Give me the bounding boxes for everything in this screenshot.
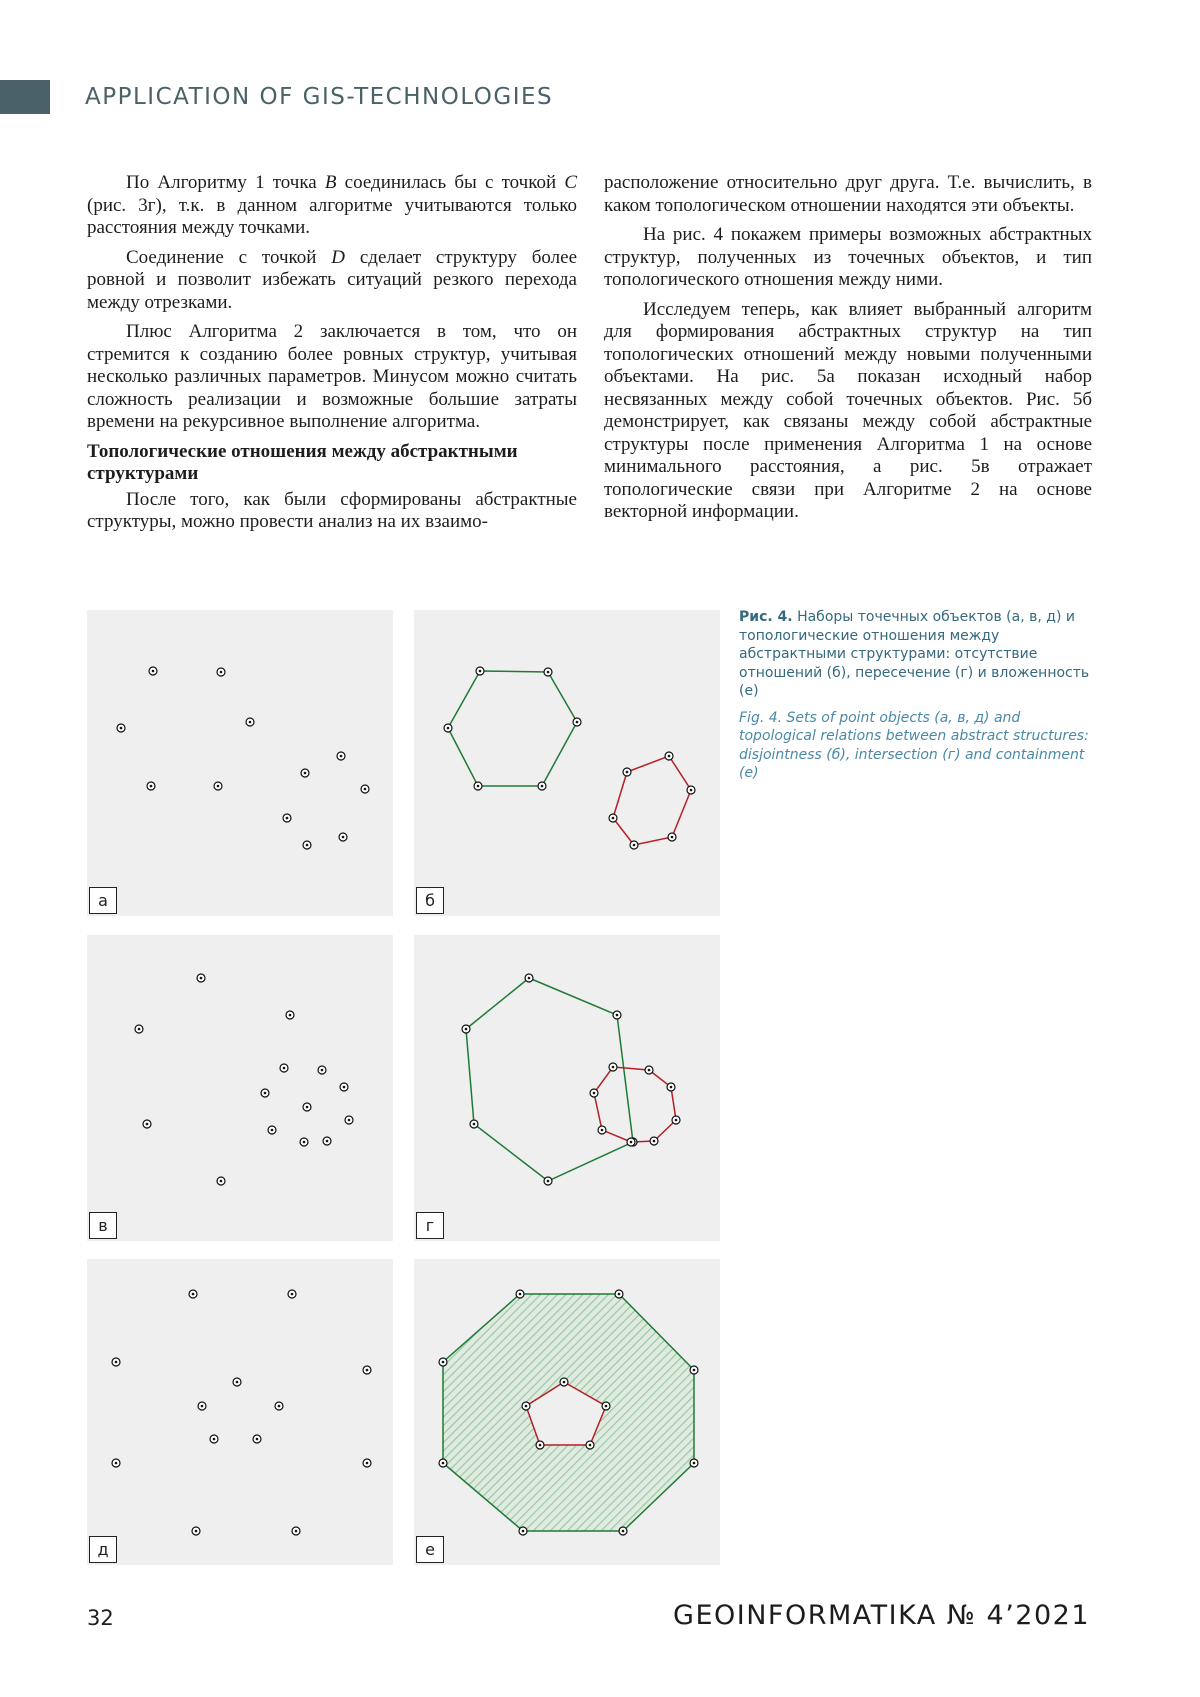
paragraph: Исследуем теперь, как влияет выбранный алгоритм для формирования абстрактных структур на тип топологических отношений между новыми полученными объектами. На рис. 5а показан исходный набор несвязанных между собой точечных объектов. Рис. 5б демонстрирует, как связаны между собой абстрактные структуры после применения Алгоритма 1 на основе минимального расстояния, а рис. 5в отражает топологические связи при Алгоритме 2 на основе векторной информации. xyxy=(604,298,1092,522)
point-center xyxy=(366,1369,369,1372)
section-title: APPLICATION OF GIS-TECHNOLOGIES xyxy=(85,84,554,110)
section-heading: Топологические отношения между абстрактными структурами xyxy=(87,440,518,484)
point-center xyxy=(525,1405,528,1408)
point-center xyxy=(522,1530,525,1533)
point-center xyxy=(271,1129,274,1132)
point-center xyxy=(195,1530,198,1533)
point-center xyxy=(626,771,629,774)
point-center xyxy=(528,977,531,980)
point-center xyxy=(539,1444,542,1447)
point-center xyxy=(589,1444,592,1447)
point-center xyxy=(633,844,636,847)
point-center xyxy=(465,1028,468,1031)
point-center xyxy=(473,1123,476,1126)
point-center xyxy=(690,789,693,792)
point-center xyxy=(289,1014,292,1017)
caption-ru: Рис. 4. Наборы точечных объектов (а, в, д) и топологические отношения между абстрактными структурами: отсутствие отношений (б), пересечение (г) и вложенность (е) xyxy=(739,609,1090,699)
point-center xyxy=(303,1141,306,1144)
paragraph: Плюс Алгоритма 2 заключается в том, что он стремится к созданию более ровных структур, учитывая несколько различных параметров. Минусом можно считать сложность реализации и возможные большие затраты времени на рекурсивное выполнение алгоритма. xyxy=(87,321,577,432)
point-center xyxy=(236,1381,239,1384)
point-center xyxy=(576,721,579,724)
figure-panel-g xyxy=(414,935,720,1241)
point-center xyxy=(340,755,343,758)
point-center xyxy=(547,1180,550,1183)
paragraph: После того, как были сформированы абстрактные структуры, можно провести анализ на их взаимо- xyxy=(87,488,577,532)
point-center xyxy=(601,1129,604,1132)
point-center xyxy=(612,817,615,820)
point-center xyxy=(563,1381,566,1384)
point-center xyxy=(213,1438,216,1441)
figure-caption xyxy=(739,608,1091,783)
point-center xyxy=(547,671,550,674)
point-center xyxy=(291,1293,294,1296)
point-center xyxy=(152,670,155,673)
section-tab xyxy=(0,80,50,114)
point-center xyxy=(616,1014,619,1017)
point-center xyxy=(342,836,345,839)
paragraph: расположение относительно друг друга. Т.е. вычислить, в каком топологическом отношении находятся эти объекты. xyxy=(604,172,1092,216)
figure-plot xyxy=(414,1259,720,1565)
point-center xyxy=(653,1140,656,1143)
paragraph: По Алгоритму 1 точка B соединилась бы с точкой C (рис. 3г), т.к. в данном алгоритме учитываются только расстояния между точками. xyxy=(87,172,577,238)
point-center xyxy=(348,1119,351,1122)
point-center xyxy=(201,1405,204,1408)
point-center xyxy=(622,1530,625,1533)
panel-label-v: в xyxy=(89,1212,117,1239)
point-center xyxy=(605,1405,608,1408)
point-center xyxy=(442,1361,445,1364)
figure-panel-d xyxy=(87,1259,393,1565)
point-center xyxy=(326,1140,329,1143)
panel-label-b: б xyxy=(416,887,444,914)
point-center xyxy=(120,727,123,730)
figure-plot xyxy=(414,610,720,916)
point-center xyxy=(693,1462,696,1465)
point-center xyxy=(217,785,220,788)
point-center xyxy=(192,1293,195,1296)
panel-label-e: е xyxy=(416,1536,444,1563)
point-center xyxy=(256,1438,259,1441)
point-center xyxy=(477,785,480,788)
point-center xyxy=(150,785,153,788)
point-center xyxy=(648,1069,651,1072)
point-center xyxy=(115,1361,118,1364)
point-center xyxy=(286,817,289,820)
point-center xyxy=(671,836,674,839)
figure-plot xyxy=(414,935,720,1241)
green-hexagon xyxy=(466,978,633,1181)
point-center xyxy=(593,1092,596,1095)
figure-panel-a xyxy=(87,610,393,916)
point-center xyxy=(249,721,252,724)
point-center xyxy=(618,1293,621,1296)
figure-panel-b xyxy=(414,610,720,916)
point-center xyxy=(146,1123,149,1126)
journal-title: GEOINFORMATIKA № 4’2021 xyxy=(673,1600,1090,1631)
point-center xyxy=(693,1369,696,1372)
point-center xyxy=(366,1462,369,1465)
point-center xyxy=(447,727,450,730)
point-center xyxy=(283,1067,286,1070)
point-center xyxy=(306,844,309,847)
point-center xyxy=(668,755,671,758)
paragraph: На рис. 4 покажем примеры возможных абстрактных структур, полученных из точечных объектов, и тип топологического отношения между ними. xyxy=(604,224,1092,290)
point-center xyxy=(675,1119,678,1122)
point-center xyxy=(321,1069,324,1072)
point-center xyxy=(670,1086,673,1089)
left-column xyxy=(87,172,577,541)
right-column xyxy=(604,172,1092,531)
point-center xyxy=(541,785,544,788)
point-center xyxy=(364,788,367,791)
point-center xyxy=(479,670,482,673)
point-center xyxy=(304,772,307,775)
page-number: 32 xyxy=(87,1606,114,1630)
figure-panel-e xyxy=(414,1259,720,1565)
caption-en: Fig. 4. Sets of point objects (а, в, д) and topological relations between abstract structures: disjointness (б), intersection (г) and containment (е) xyxy=(739,709,1089,781)
point-center xyxy=(343,1086,346,1089)
point-center xyxy=(612,1066,615,1069)
point-center xyxy=(442,1462,445,1465)
figure-plot xyxy=(87,935,393,1241)
point-center xyxy=(306,1106,309,1109)
green-hexagon xyxy=(448,671,577,786)
panel-label-d: д xyxy=(89,1536,117,1563)
point-center xyxy=(220,671,223,674)
point-center xyxy=(220,1180,223,1183)
point-center xyxy=(278,1405,281,1408)
figure-panel-v xyxy=(87,935,393,1241)
figure-plot xyxy=(87,1259,393,1565)
panel-label-a: а xyxy=(89,887,117,914)
point-center xyxy=(138,1028,141,1031)
point-center xyxy=(519,1293,522,1296)
paragraph: Соединение с точкой D сделает структуру более ровной и позволит избежать ситуаций резкого перехода между отрезками. xyxy=(87,246,577,313)
panel-label-g: г xyxy=(416,1212,444,1239)
point-center xyxy=(630,1141,633,1144)
point-center xyxy=(115,1462,118,1465)
point-center xyxy=(295,1530,298,1533)
figure-plot xyxy=(87,610,393,916)
point-center xyxy=(200,977,203,980)
point-center xyxy=(264,1092,267,1095)
